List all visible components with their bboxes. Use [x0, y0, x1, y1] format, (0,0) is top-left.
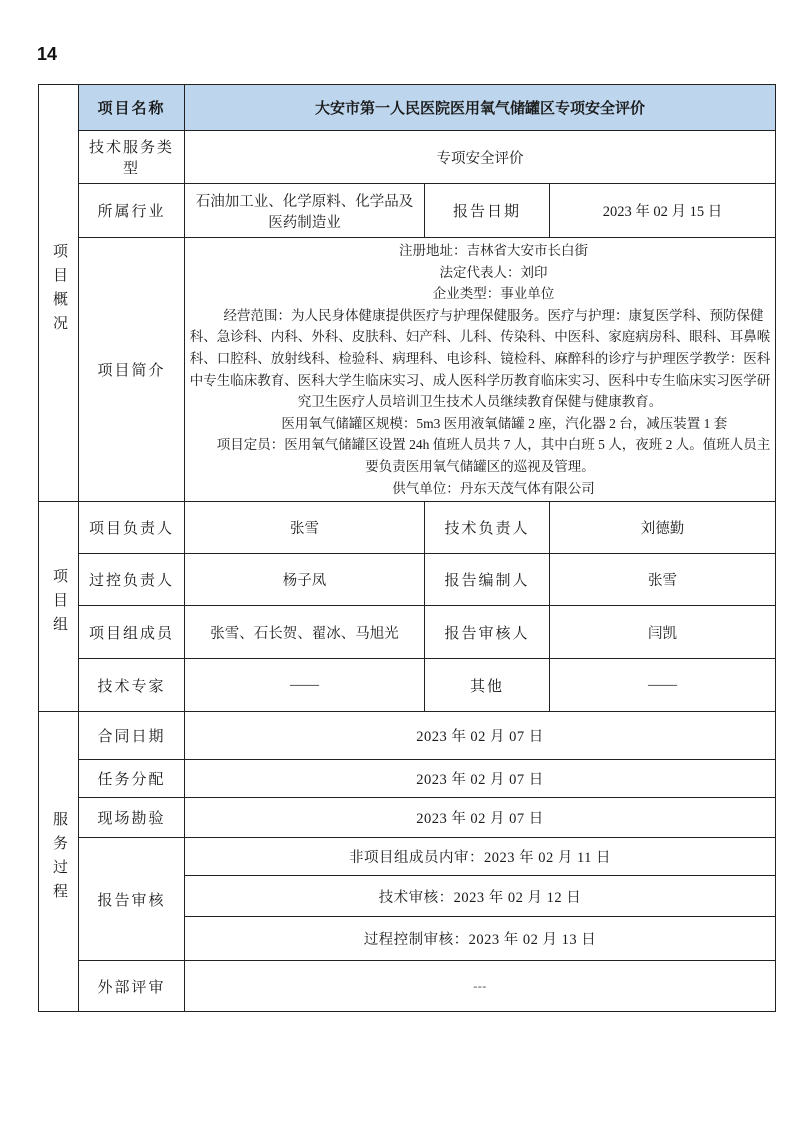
- section-team: [39, 502, 79, 712]
- project-name-value: 大安市第一人民医院医用氧气储罐区专项安全评价: [185, 85, 776, 131]
- team-row-value2: ——: [550, 659, 776, 712]
- team-row-label: 过控负责人: [79, 554, 185, 606]
- process-row-label: 合同日期: [79, 712, 185, 760]
- profile-paragraph: 注册地址：吉林省大安市长白街: [399, 243, 588, 258]
- table-row: [39, 554, 776, 606]
- table-row: [39, 85, 776, 131]
- project-name-label: 项目名称: [79, 85, 185, 131]
- table-row: [39, 760, 776, 798]
- team-row-label: 项目负责人: [79, 502, 185, 554]
- report-table: [38, 84, 776, 1012]
- profile-paragraph: 供气单位：丹东天茂气体有限公司: [392, 480, 595, 496]
- review-item: 过程控制审核：2023 年 02 月 13 日: [185, 917, 776, 961]
- profile-paragraph: 经营范围：为人民身体健康提供医疗与护理保健服务。医疗与护理：康复医学科、预防保健科、急诊科、内科、外科、皮肤科、妇产科、儿科、传染科、中医科、家庭病房科、眼科、耳鼻喉科、口腔科、放射线科、检验科、病理科、电诊科、镜检科、麻醉科的诊疗与护理医学教学：医科中专生临床教育、医科大学生临床实习、成人医科学历教育临床实习、医科中专生临床实习医学研究卫生医疗人员培训卫生技术人员继续教育保健与健康教育。: [189, 307, 771, 410]
- process-row-label: 任务分配: [79, 760, 185, 798]
- table-row: [39, 502, 776, 554]
- profile-paragraph: 企业类型：事业单位: [432, 286, 555, 302]
- team-row-label: 项目组成员: [79, 606, 185, 659]
- service-type-label: 技术服务类型: [79, 131, 185, 184]
- table-row: [39, 606, 776, 659]
- table-row: [39, 238, 776, 502]
- section-overview: [39, 85, 79, 502]
- report-date-label: 报告日期: [425, 184, 550, 238]
- team-row-label2: 技术负责人: [425, 502, 550, 554]
- team-row-label2: 报告编制人: [425, 554, 550, 606]
- review-item: 技术审核：2023 年 02 月 12 日: [185, 876, 776, 917]
- profile-label: 项目简介: [79, 238, 185, 502]
- profile-text: [185, 238, 776, 502]
- team-row-value2: 刘德勤: [550, 502, 776, 554]
- section-team-label: 项目组: [51, 568, 67, 641]
- table-row: [39, 712, 776, 760]
- process-row-value: 2023 年 02 月 07 日: [185, 712, 776, 760]
- table-row: [39, 798, 776, 838]
- industry-value: 石油加工业、化学原料、化学品及医药制造业: [185, 184, 425, 238]
- review-label: 报告审核: [79, 838, 185, 961]
- team-row-value: 张雪、石长贺、翟冰、马旭光: [185, 606, 425, 659]
- team-row-label2: 报告审核人: [425, 606, 550, 659]
- profile-paragraph: 法定代表人：刘印: [439, 264, 548, 280]
- table-row: [39, 131, 776, 184]
- table-row: [39, 838, 776, 876]
- profile-paragraph: 项目定员：医用氧气储罐区设置 24h 值班人员共 7 人，其中白班 5 人，夜班 2 人。值班人员主要负责医用氧气储罐区的巡视及管理。: [216, 437, 771, 474]
- page-number: 14: [37, 44, 58, 64]
- table-row: [39, 184, 776, 238]
- team-row-value: 张雪: [185, 502, 425, 554]
- section-process-label: 服务过程: [51, 811, 67, 908]
- industry-label: 所属行业: [79, 184, 185, 238]
- table-row: [39, 659, 776, 712]
- table-row: [39, 961, 776, 1012]
- process-row-value: 2023 年 02 月 07 日: [185, 798, 776, 838]
- external-review-label: 外部评审: [79, 961, 185, 1012]
- report-date-value: 2023 年 02 月 15 日: [550, 184, 776, 238]
- section-overview-label: 项目概况: [51, 242, 67, 339]
- external-review-value: ---: [185, 961, 776, 1012]
- service-type-value: 专项安全评价: [185, 131, 776, 184]
- team-row-label: 技术专家: [79, 659, 185, 712]
- team-row-label2: 其他: [425, 659, 550, 712]
- team-row-value: 杨子凤: [185, 554, 425, 606]
- profile-paragraph: 医用氧气储罐区规模：5m3 医用液氧储罐 2 座，汽化器 2 台，减压装置 1 套: [281, 415, 728, 431]
- section-process: [39, 712, 79, 1012]
- team-row-value2: 张雪: [550, 554, 776, 606]
- process-row-label: 现场勘验: [79, 798, 185, 838]
- team-row-value2: 闫凯: [550, 606, 776, 659]
- review-item: 非项目组成员内审：2023 年 02 月 11 日: [185, 838, 776, 876]
- team-row-value: ——: [185, 659, 425, 712]
- process-row-value: 2023 年 02 月 07 日: [185, 760, 776, 798]
